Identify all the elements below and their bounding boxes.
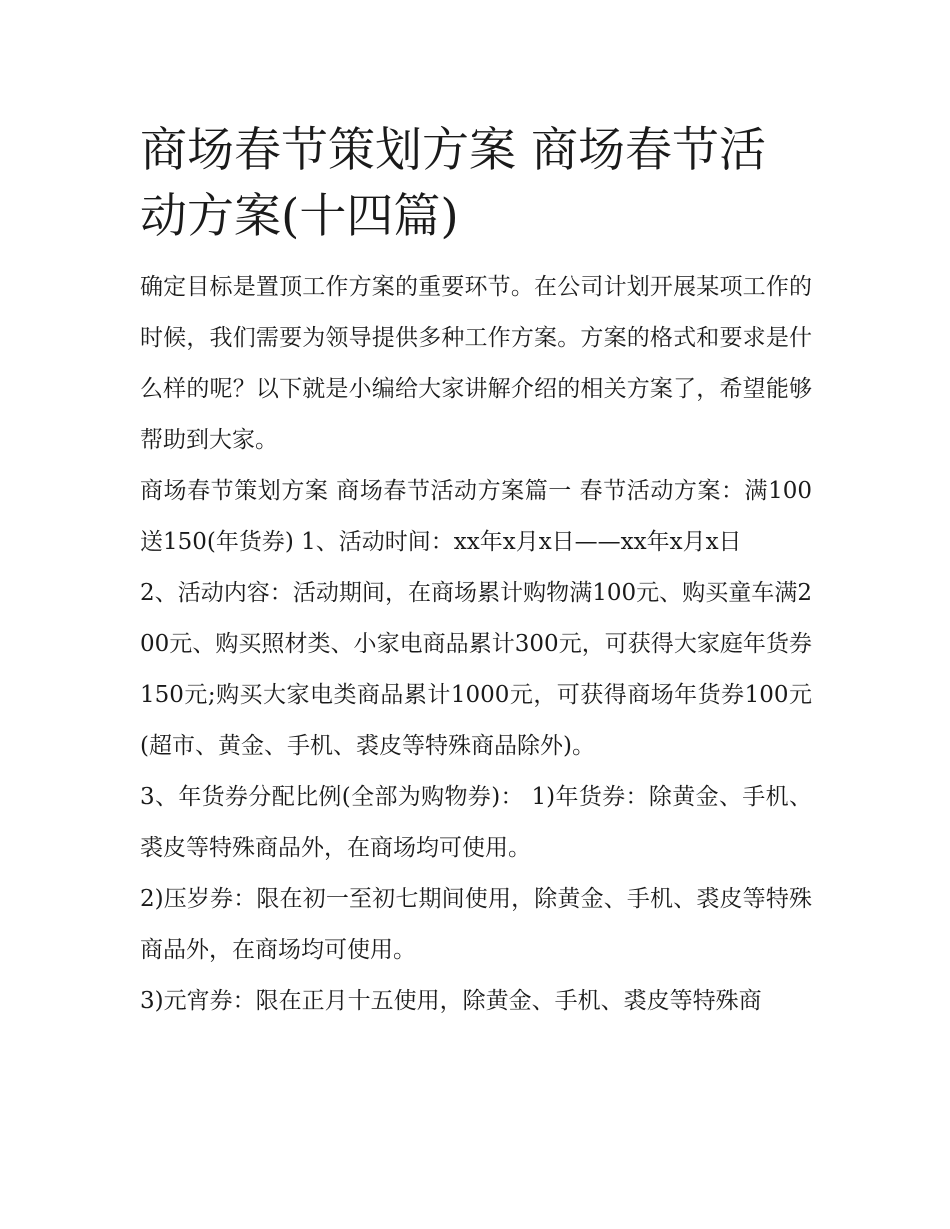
document-page	[140, 118, 812, 1027]
paragraph-new-year-money-voucher: 2)压岁券：限在初一至初七期间使用，除黄金、手机、裘皮等特殊商品外，在商场均可使用。	[140, 886, 812, 963]
paragraph-activity-content: 2、活动内容：活动期间，在商场累计购物满100元、购买童车满200元、购买照材类、小家电商品累计300元，可获得大家庭年货券150元;购买大家电类商品累计1000元，可获得商场年货券100元(超市、黄金、手机、裘皮等特殊商品除外)。	[140, 580, 812, 759]
paragraph-plan-one: 商场春节策划方案 商场春节活动方案篇一 春节活动方案：满100送150(年货券) 1、活动时间：xx年x月x日——xx年x月x日	[140, 478, 812, 555]
paragraph-lantern-voucher: 3)元宵券：限在正月十五使用，除黄金、手机、裘皮等特殊商	[140, 988, 762, 1014]
paragraph-voucher-ratio: 3、年货券分配比例(全部为购物券)： 1)年货券：除黄金、手机、裘皮等特殊商品外，在商场均可使用。	[140, 784, 812, 861]
document-title: 商场春节策划方案 商场春节活动方案(十四篇)	[140, 123, 766, 244]
paragraph-intro: 确定目标是置顶工作方案的重要环节。在公司计划开展某项工作的时候，我们需要为领导提供多种工作方案。方案的格式和要求是什么样的呢？以下就是小编给大家讲解介绍的相关方案了，希望能够帮助到大家。	[140, 274, 812, 453]
